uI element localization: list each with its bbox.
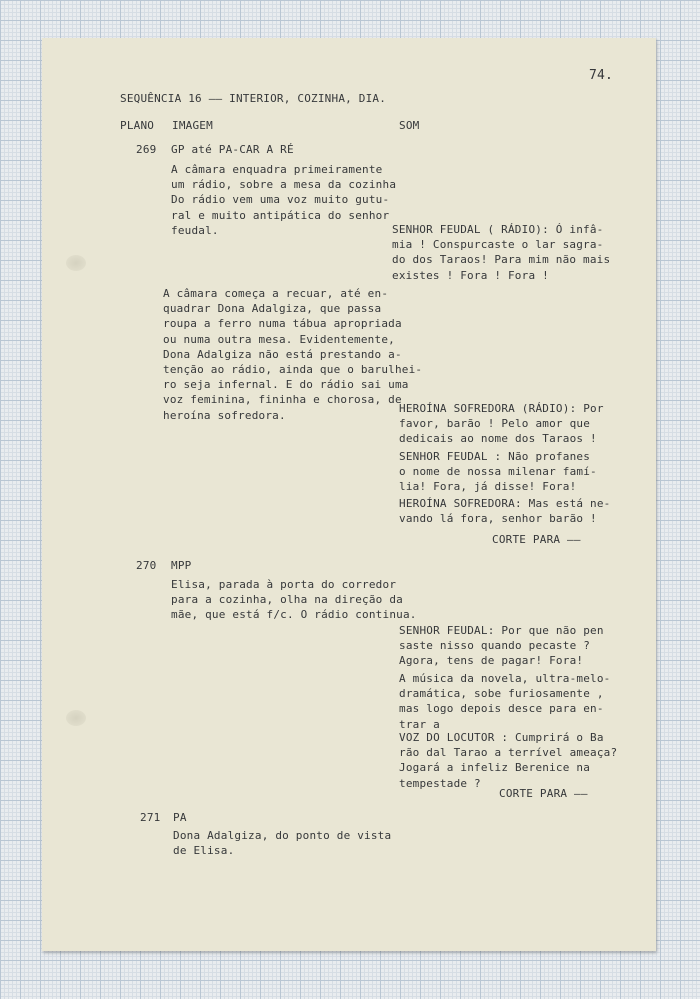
image-description: Dona Adalgiza, do ponto de vista de Elisa. [173,829,392,858]
shot-number: 270 [136,559,157,572]
transition-cut: CORTE PARA —— [492,533,581,546]
sound-dialogue: VOZ DO LOCUTOR : Cumprirá o Ba rão dal Tarao a terrível ameaça? Jogará a infeliz Berenice na tempestade ? [399,731,618,790]
shot-number: 271 [140,811,161,824]
transition-cut: CORTE PARA —— [499,787,588,800]
image-description: A câmara começa a recuar, até en- quadrar Dona Adalgiza, que passa roupa a ferro numa tábua apropriada ou numa outra mesa. Evidentemente, Dona Adalgiza não está prestando a- tenção ao rádio, ainda que o barulhei- ro seja infernal. E do rádio sai uma voz feminina, fininha e chorosa, de heroína sofredora. [163,287,423,422]
punch-hole [66,255,86,271]
image-description: A câmara enquadra primeiramente um rádio, sobre a mesa da cozinha Do rádio vem uma voz muito gutu- ral e muito antipática do senhor feudal. [171,163,397,237]
script-page [42,38,656,951]
punch-hole [66,710,86,726]
sound-dialogue: HEROÍNA SOFREDORA: Mas está ne- vando lá fora, senhor barão ! [399,497,611,526]
column-header-imagem: IMAGEM [172,119,213,132]
shot-type: PA [173,811,187,824]
sound-dialogue: SENHOR FEUDAL : Não profanes o nome de nossa milenar famí- lia! Fora, já disse! Fora! [399,450,597,494]
column-header-som: SOM [399,119,420,132]
sequence-heading: SEQUÊNCIA 16 —— INTERIOR, COZINHA, DIA. [120,92,387,105]
page-number: 74. [589,68,614,83]
shot-type: GP até PA-CAR A RÉ [171,143,294,156]
sound-dialogue: SENHOR FEUDAL: Por que não pen saste nisso quando pecaste ? Agora, tens de pagar! Fora! [399,624,604,668]
shot-type: MPP [171,559,192,572]
sound-dialogue: SENHOR FEUDAL ( RÁDIO): Ó infâ- mia ! Conspurcaste o lar sagra- do dos Taraos! Para mim não mais existes ! Fora ! Fora ! [392,223,611,282]
image-description: Elisa, parada à porta do corredor para a cozinha, olha na direção da mãe, que está f/c. O rádio continua. [171,578,417,622]
sound-dialogue: HEROÍNA SOFREDORA (RÁDIO): Por favor, barão ! Pelo amor que dedicais ao nome dos Taraos ! [399,402,604,446]
column-header-plano: PLANO [120,119,155,132]
shot-number: 269 [136,143,157,156]
sound-dialogue: A música da novela, ultra-melo- dramática, sobe furiosamente , mas logo depois desce para en- trar a [399,672,611,731]
